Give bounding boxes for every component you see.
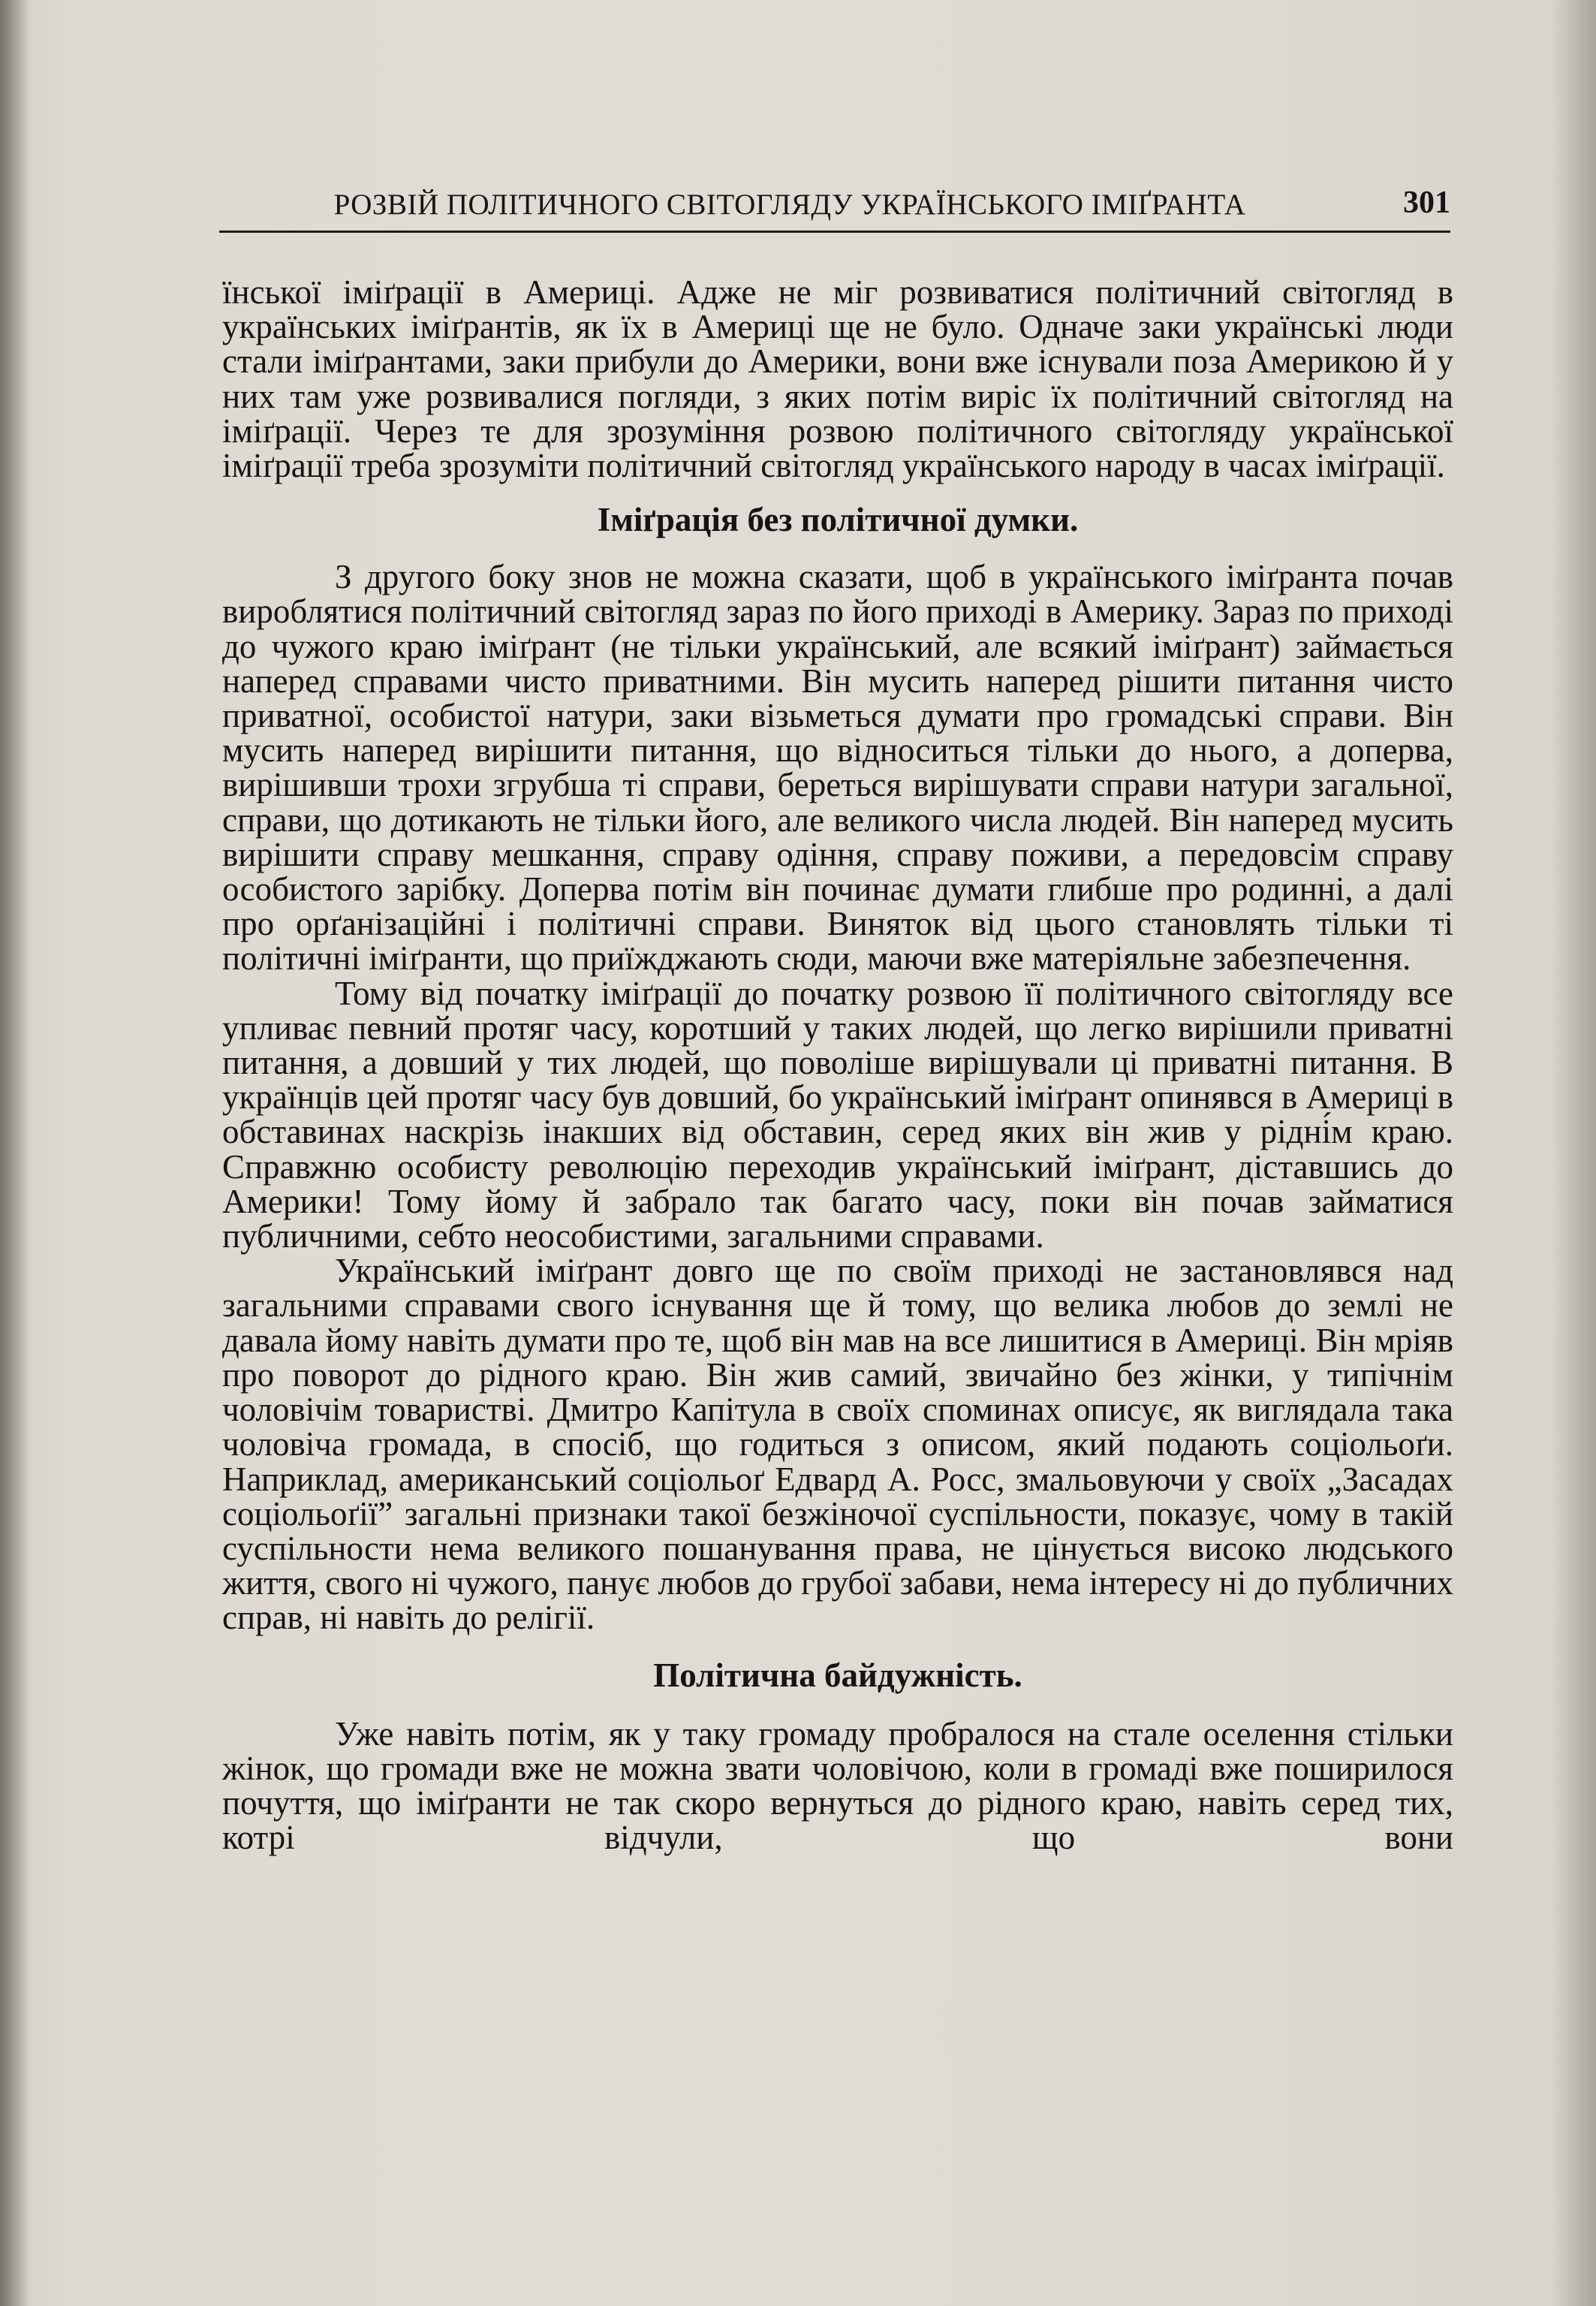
paragraph: Український іміґрант довго ще по своїм приході не застановлявся над загальними справами свого існування ще й тому, що велика любов до землі не давала йому навіть думати про те, щоб він мав на все лишитися в Америці. Він мріяв про поворот до рідного краю. Він жив самий, звичайно без жінки, у типічнім чоловічім товаристві. Дмитро Капітула в своїх споминах описує, як виглядала така чоловіча громада, в спосіб, що годиться з описом, який подають соціольоґи. Наприклад, американський соціольоґ Едвард А. Росс, змальовуючи у своїх „Засадах соціольоґії” загальні признаки такої безжіночої суспільности, показує, чому в такій суспільности нема великого пошанування права, не цінується високо людського життя, свого ні чужого, панує любов до грубої забави, нема інтересу ні до публичних справ, ні навіть до релігії. [222,1252,1453,1637]
header-rule [219,231,1450,233]
paragraph: Тому від початку іміґрації до початку розвою її політичного світогляду все упливає певний протяг часу, коротший у таких людей, що легко вирішили приватні питання, а довший у тих людей, що поволіше вирішували ці приватні питання. В українців цей протяг часу був довший, бо український іміґрант опинявся в Америці в обставинах наскрізь інакших від обставин, серед яких він жив у рідні́м краю. Справжню особисту революцію переходив український іміґрант, діставшись до Америки! Тому йому й забрало так багато часу, поки він почав займатися публичними, себто неособистими, загальними справами. [222,974,1453,1255]
section-heading: Політична байдужність. [653,1656,1022,1694]
paragraph: З другого боку знов не можна сказати, щоб в українського іміґранта почав вироблятися політичний світогляд зараз по його приході в Америку. Зараз по приході до чужого краю іміґрант (не тільки український, але всякий іміґрант) займається наперед справами чисто приватними. Він мусить наперед рішити питання чисто приватної, особистої натури, заки візьметься думати про громадські справи. Він мусить наперед вирішити питання, що відноситься тільки до нього, а доперва, вирішивши трохи згрубша ті справи, береться вирішувати справи натури загальної, справи, що дотикають не тільки його, але великого числа людей. Він наперед мусить вирішити справу мешкання, справу одіння, справу поживи, а передовсім справу особистого зарібку. Доперва потім він починає думати глибше про родинні, а далі про орґанізаційні і політичні справи. Виняток від цього становлять тільки ті політичні іміґранти, що приїжджають сюди, маючи вже матеріяльне забезпечення. [222,558,1453,978]
page-edge-shadow [1551,0,1596,2306]
paragraph: Уже навіть потім, як у таку громаду пробралося на стале оселення стільки жінок, що громади вже не можна звати чоловічою, коли в громаді вже поширилося почуття, що іміґранти не так скоро вернуться до рідного краю, навіть серед тих, котрі відчули, що вони [222,1714,1453,1857]
paragraph: їнської іміґрації в Америці. Адже не міг розвиватися політичний світогляд в українських іміґрантів, як їх в Америці ще не було. Одначе заки українські люди стали іміґрантами, заки прибули до Америки, вони вже існували поза Америкою й у них там уже розвивалися погляди, з яких потім виріс їх політичний світогляд на іміґрації. Через те для зрозуміння розвою політичного світогляду української іміґрації треба зрозуміти політичний світогляд українського народу в часах іміґрації. [222,273,1453,485]
page-header [219,180,1450,231]
section-heading: Іміґрація без політичної думки. [597,501,1079,539]
running-head: РОЗВІЙ ПОЛІТИЧНОГО СВІТОГЛЯДУ УКРАЇНСЬКОГО ІМІҐРАНТА [333,188,1246,221]
page-number: 301 [1403,185,1450,220]
body-text [222,275,1453,1855]
binding-shadow [0,0,30,2306]
